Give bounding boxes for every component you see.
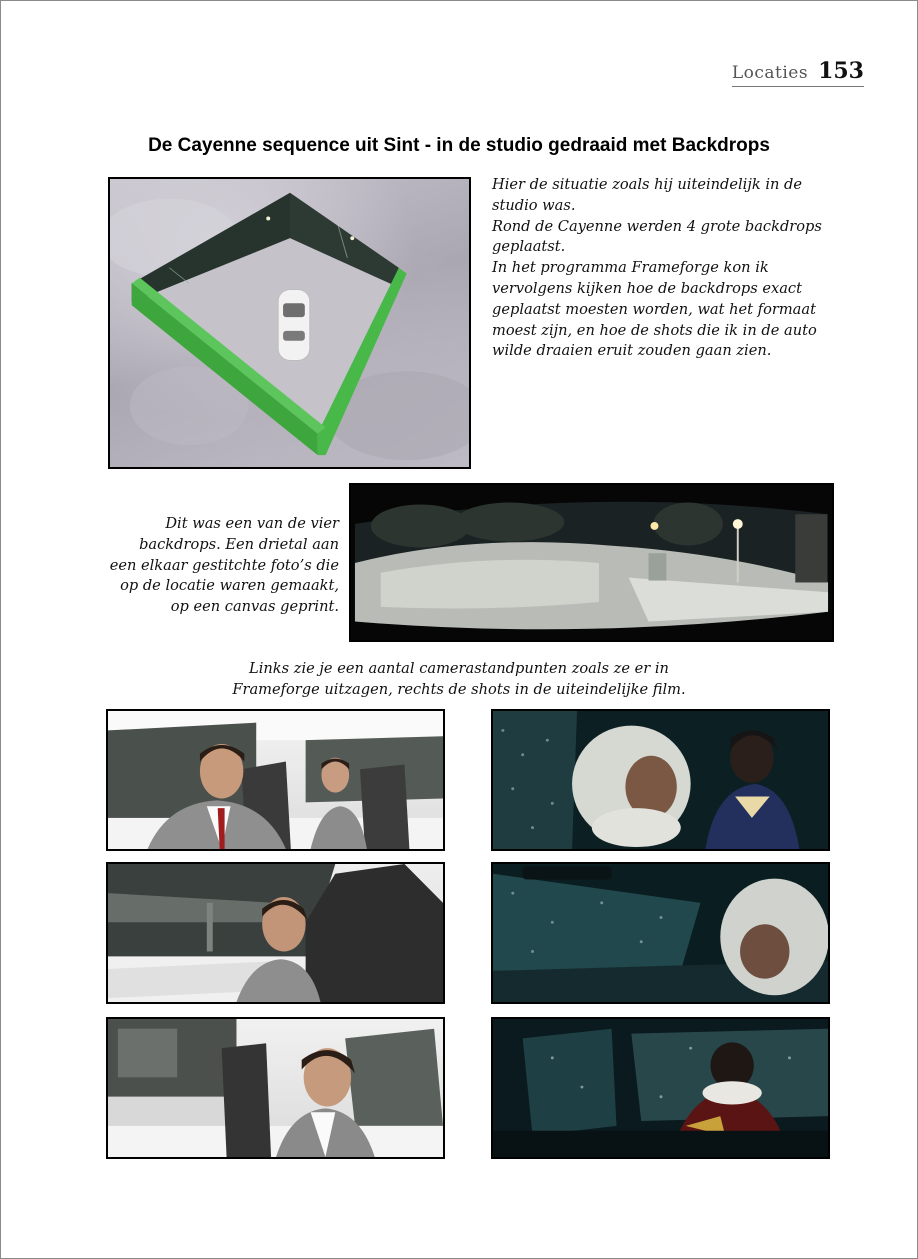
intro-line: In het programma Frameforge kon ik <box>492 259 769 277</box>
intro-line: Hier de situatie zoals hij uiteindelijk in de <box>492 176 803 193</box>
frameforge-frame-1 <box>106 709 445 851</box>
running-head <box>732 58 864 87</box>
intro-line: moest zijn, en hoe de shots die ik in de auto <box>492 321 817 339</box>
backdrop-caption-line: een elkaar gestitchte foto’s die <box>109 556 339 574</box>
film-still-3 <box>491 1017 830 1159</box>
intro-line: Rond de Cayenne werden 4 grote backdrops <box>492 217 822 235</box>
comparison-caption-line: Frameforge uitzagen, rechts de shots in de uiteindelijke film. <box>232 680 686 698</box>
intro-line: vervolgens kijken hoe de backdrops exact <box>492 279 802 297</box>
page-number: 153 <box>818 58 864 84</box>
comparison-caption-line: Links zie je een aantal camerastandpunten zoals ze er in <box>249 660 669 677</box>
frameforge-studio-layout-image <box>108 177 471 469</box>
backdrop-caption-line: op een canvas geprint. <box>170 598 339 616</box>
intro-paragraph <box>492 175 822 362</box>
backdrop-caption <box>110 514 339 618</box>
frameforge-frame-2 <box>106 862 445 1004</box>
backdrop-caption-line: op de locatie waren gemaakt, <box>120 577 339 595</box>
comparison-caption <box>0 659 918 701</box>
page-title: De Cayenne sequence uit Sint - in de studio gedraaid met Backdrops <box>148 135 770 156</box>
intro-line: geplaatst. <box>492 238 566 256</box>
running-head-section: Locaties <box>731 63 809 83</box>
film-still-1 <box>491 709 830 851</box>
backdrop-caption-line: Dit was een van de vier <box>165 515 339 532</box>
intro-line: wilde draaien eruit zouden gaan zien. <box>492 342 772 360</box>
film-still-2 <box>491 862 830 1004</box>
intro-line: studio was. <box>492 196 576 214</box>
backdrop-panorama-image <box>349 483 834 642</box>
intro-line: geplaatst moesten worden, wat het formaat <box>492 300 816 318</box>
frameforge-frame-3 <box>106 1017 445 1159</box>
backdrop-caption-line: backdrops. Een drietal aan <box>139 535 339 553</box>
